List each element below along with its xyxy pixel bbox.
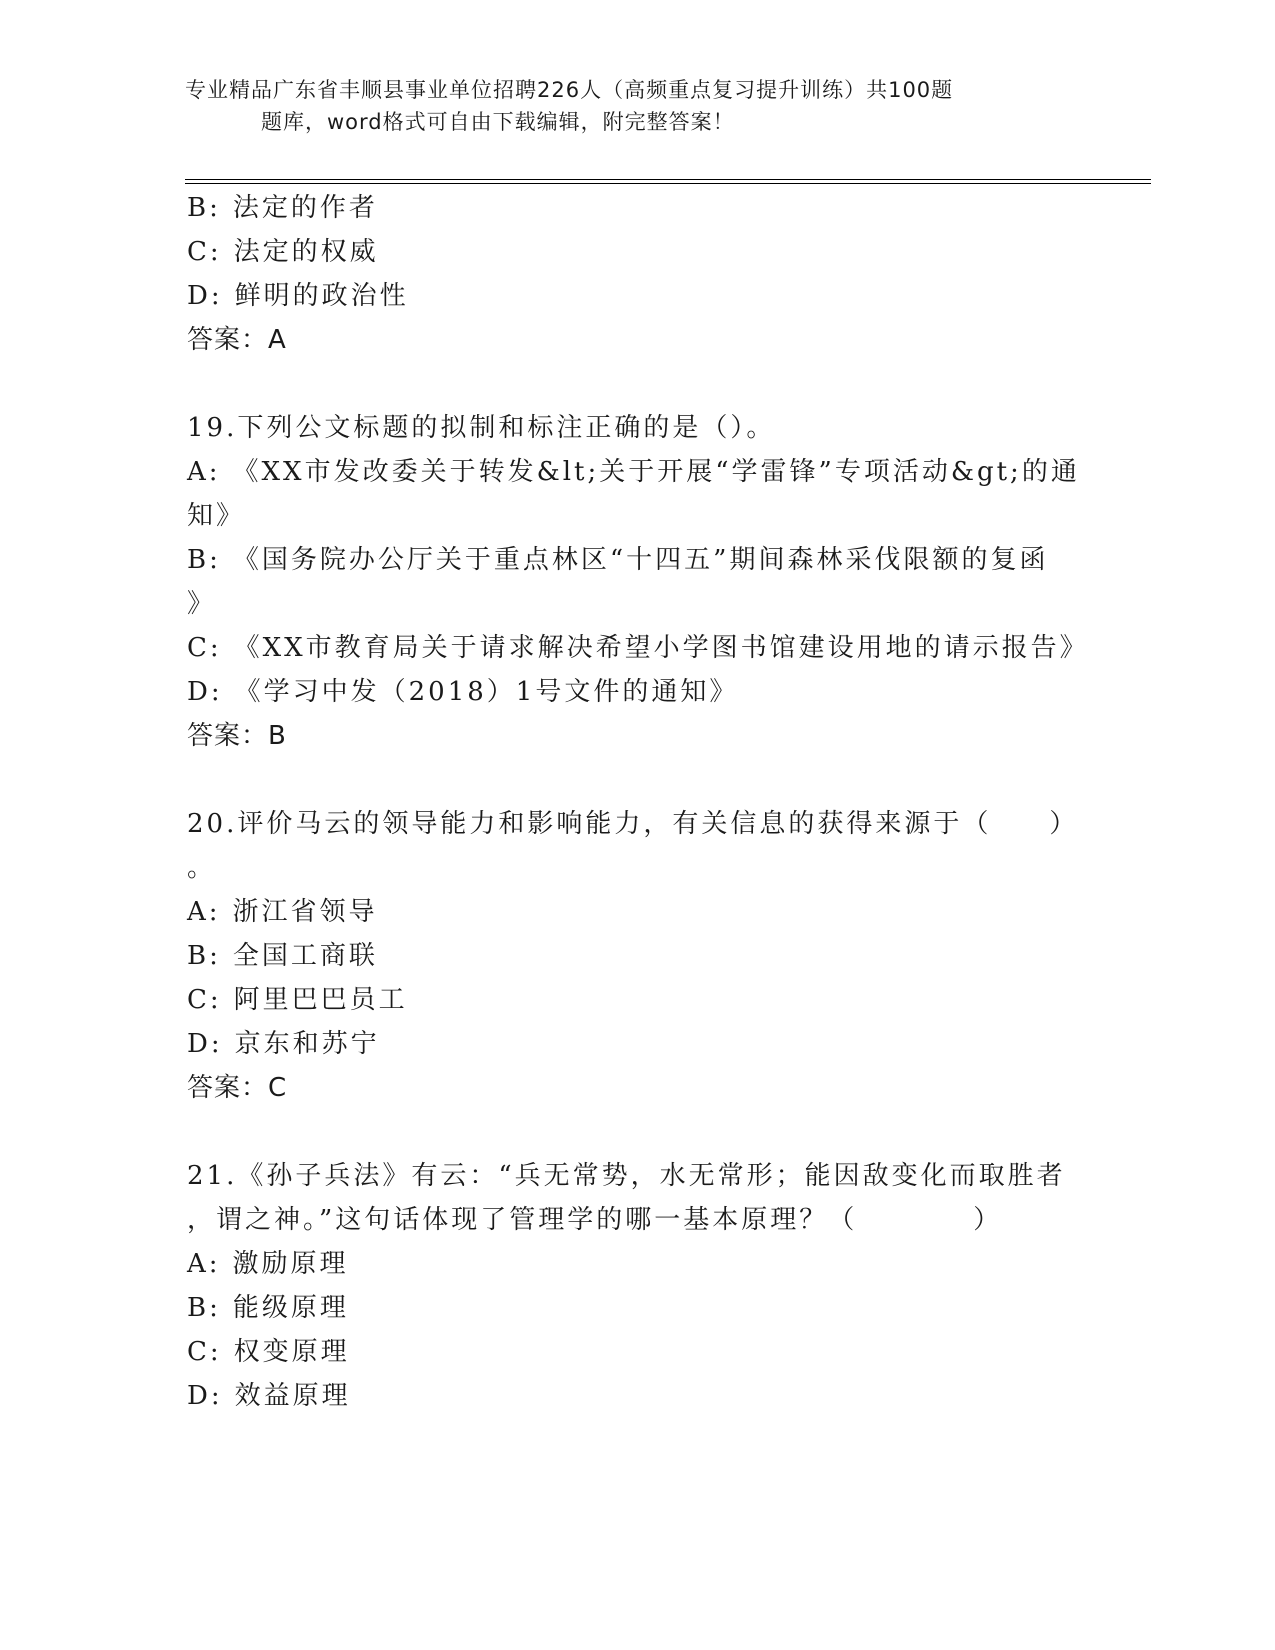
option-d (187, 1380, 351, 1412)
option-a-continued: 知》 (187, 501, 246, 531)
option-text: 权变原理 (233, 1337, 350, 1367)
option-label: D: (187, 1029, 223, 1059)
option-label: C: (187, 985, 222, 1015)
answer-line: 答案：C (187, 1073, 288, 1103)
option-c (187, 1336, 350, 1368)
answer-line: 答案：A (187, 325, 287, 355)
option-text: 《国务院办公厅关于重点林区“十四五”期间森林采伐限额的复函 (232, 545, 1049, 575)
question-stem: 21.《孙子兵法》有云：“兵无常势，水无常形；能因敌变化而取胜者 (187, 1161, 1066, 1191)
option-label: B: (187, 545, 221, 575)
option-text: 效益原理 (234, 1381, 351, 1411)
document-header (185, 74, 1065, 138)
option-label: A: (187, 457, 221, 487)
option-b (187, 544, 1048, 576)
option-d (187, 676, 738, 708)
option-d (187, 1028, 380, 1060)
option-a (187, 1248, 349, 1280)
option-label: A: (187, 897, 221, 927)
option-text: 鲜明的政治性 (234, 281, 409, 311)
option-text: 《XX市发改委关于转发&lt;关于开展“学雷锋”专项活动&gt;的通 (232, 457, 1080, 487)
option-label: C: (187, 1337, 222, 1367)
option-label: B: (187, 193, 221, 223)
option-label: B: (187, 1293, 221, 1323)
option-text: 法定的作者 (232, 193, 378, 223)
header-line-1: 专业精品广东省丰顺县事业单位招聘226人（高频重点复习提升训练）共100题 (185, 78, 954, 102)
header-rule-bottom (185, 183, 1151, 184)
option-text: 能级原理 (232, 1293, 349, 1323)
option-b (187, 940, 378, 972)
option-b (187, 1292, 349, 1324)
option-label: D: (187, 281, 223, 311)
option-d (187, 280, 409, 312)
option-b-continued: 》 (187, 589, 217, 619)
option-text: 浙江省领导 (232, 897, 378, 927)
option-a (187, 456, 1080, 488)
header-line-2: 题库，word格式可自由下载编辑，附完整答案！ (261, 110, 735, 134)
option-c (187, 236, 379, 268)
option-c (187, 984, 408, 1016)
option-text: 京东和苏宁 (234, 1029, 380, 1059)
option-c (187, 632, 1089, 664)
option-text: 《学习中发（2018）1号文件的通知》 (234, 677, 739, 707)
option-b (187, 192, 378, 224)
option-label: A: (187, 1249, 221, 1279)
header-rule-top (185, 179, 1151, 180)
question-stem-continued: ，谓之神。”这句话体现了管理学的哪一基本原理？（ ） (187, 1205, 1003, 1235)
option-text: 激励原理 (232, 1249, 349, 1279)
option-text: 阿里巴巴员工 (233, 985, 408, 1015)
question-stem: 20.评价马云的领导能力和影响能力，有关信息的获得来源于（ ） (187, 809, 1079, 839)
question-stem-continued: 。 (187, 853, 217, 883)
option-text: 《XX市教育局关于请求解决希望小学图书馆建设用地的请示报告》 (233, 633, 1089, 663)
option-text: 法定的权威 (233, 237, 379, 267)
question-stem: 19.下列公文标题的拟制和标注正确的是（）。 (187, 413, 776, 443)
option-label: D: (187, 1381, 223, 1411)
option-label: B: (187, 941, 221, 971)
option-label: C: (187, 237, 222, 267)
answer-line: 答案：B (187, 721, 287, 751)
option-text: 全国工商联 (232, 941, 378, 971)
option-label: D: (187, 677, 223, 707)
option-label: C: (187, 633, 222, 663)
option-a (187, 896, 378, 928)
